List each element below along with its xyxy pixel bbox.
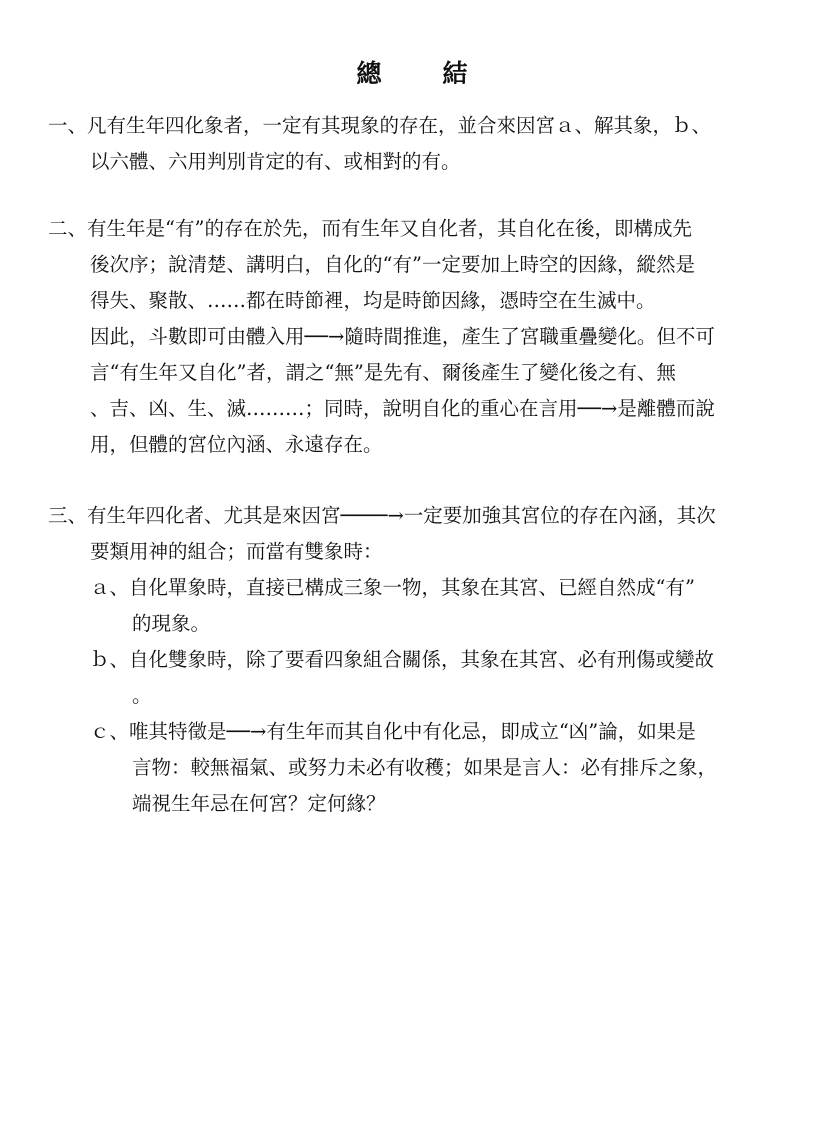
section-3 [48, 498, 764, 822]
section-2 [48, 211, 764, 463]
section-1-line-2: 以六體、六用判別肯定的有、或相對的有。 [90, 150, 461, 173]
item-c-line-3: 端視生年忌在何宮？定何緣？ [132, 792, 386, 815]
section-2-line-6: 、吉、凶、生、滅………；同時，說明自化的重心在言用──→是離體而說 [90, 397, 715, 420]
item-b-line-2: 。 [132, 684, 152, 707]
section-3-item-b [48, 642, 764, 714]
section-2-line-1: 二、有生年是“有”的存在於先，而有生年又自化者，其自化在後，即構成先 [48, 217, 692, 240]
section-3-item-c [48, 714, 764, 822]
section-2-line-7: 用，但體的宮位內涵、永遠存在。 [90, 433, 383, 456]
section-2-line-4: 因此，斗數即可由體入用──→隨時間推進，產生了宮職重疊變化。但不可 [90, 325, 715, 348]
item-c-line-1: ｃ、唯其特徵是──→有生年而其自化中有化忌，即成立“凶”論，如果是 [90, 720, 696, 743]
section-3-line-1: 三、有生年四化者、尤其是來因宮────→一定要加強其宮位的存在內涵，其次 [48, 504, 716, 527]
section-3-line-2: 要類用神的組合；而當有雙象時： [90, 540, 383, 563]
section-2-line-3: 得失、聚散、……都在時節裡，均是時節因緣，憑時空在生滅中。 [90, 289, 656, 312]
item-a-line-1: ａ、自化單象時，直接已構成三象一物，其象在其宮、已經自然成“有” [90, 576, 695, 599]
section-2-line-2: 後次序；說清楚、講明白，自化的“有”一定要加上時空的因緣，縱然是 [90, 253, 695, 276]
page-title: 總 結 [356, 59, 486, 88]
item-b-line-1: ｂ、自化雙象時，除了要看四象組合關係，其象在其宮、必有刑傷或變故 [90, 648, 715, 671]
item-a-line-2: 的現象。 [132, 612, 211, 635]
section-2-line-5: 言“有生年又自化”者，謂之“無”是先有、爾後產生了變化後之有、無 [90, 361, 676, 384]
section-1-line-1: 一、凡有生年四化象者，一定有其現象的存在，並合來因宮ａ、解其象，ｂ、 [48, 114, 712, 137]
section-1 [48, 108, 764, 180]
item-c-line-2: 言物：較無福氣、或努力未必有收穫；如果是言人：必有排斥之象， [132, 756, 718, 779]
section-3-item-a [48, 570, 764, 642]
